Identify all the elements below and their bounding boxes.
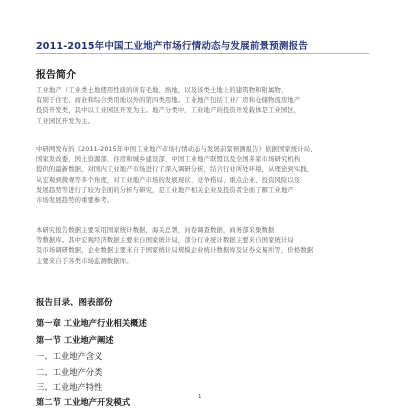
paragraph-line: 工业园区开发为主。 <box>36 117 95 125</box>
page-number: 1 <box>198 394 202 400</box>
toc-entry-section-1[interactable]: 第一节 工业地产阐述 <box>36 335 114 345</box>
paragraph-line: 等数据库。其中宏观经济数据主要来自国家统计局，部分行业统计数据主要来自国家统计局 <box>36 237 294 245</box>
paragraph-line: 从宏观到微观等多个角度，对工业地产市场的发展现状、竞争格局、重点企业、投资风险以及 <box>36 176 301 184</box>
paragraph-line: 工业地产（工业类土地使用性质的所有毛地、熟地，以及该类土地上的建筑物和附属物， <box>36 87 288 94</box>
toc-entry-item-2[interactable]: 二、工业地产分类 <box>36 367 103 377</box>
paragraph-line: 中研网发布的《2011-2015年中国工业地产市场行情动态与发展前景预测报告》依据国家统计局、 <box>36 146 317 153</box>
paragraph-line: 发展趋势等进行了较为全面的分析与研究，是工业地产相关企业及投资者全面了解工业地产 <box>36 186 294 194</box>
toc-entry-item-1[interactable]: 一、工业地产含义 <box>36 351 103 361</box>
toc-heading: 报告目录、图表部份 <box>36 298 113 308</box>
paragraph-line: 提供的最新数据，对国内工业地产市场进行了深入调研分析，结合行业所处环境，从理论到实践、 <box>36 166 314 174</box>
intro-paragraph-3 <box>36 226 369 288</box>
intro-paragraph-1 <box>36 86 369 138</box>
report-title: 2011-2015年中国工业地产市场行情动态与发展前景预测报告 <box>36 41 309 52</box>
toc-entry-chapter-1[interactable]: 第一章 工业地产行业相关概述 <box>36 318 147 328</box>
paragraph-line: 本研究报告数据主要采用国家统计数据，海关总署，问卷调查数据，商务部采集数据 <box>36 227 275 234</box>
paragraph-line: 市场发展趋势的重要参考。 <box>36 197 114 205</box>
intro-paragraph-2 <box>36 145 369 220</box>
title-divider <box>36 53 369 54</box>
paragraph-line: 主要来自于各类市场监测数据库。 <box>36 257 133 265</box>
paragraph-line: 及市场调研数据，企业数据主要来自于国家统计局规模企业统计数据库及证券交易所等，价格数据 <box>36 247 314 255</box>
paragraph-line: 国家发改委、国土资源部、住房和城乡建设部、中国工业地产联盟以及全国多家市场研究机构 <box>36 156 301 164</box>
toc-entry-item-3[interactable]: 三、工业地产特性 <box>36 382 103 392</box>
section-heading-intro: 报告简介 <box>36 70 76 81</box>
paragraph-line: 投资开发类，其中以工业园区开发为主。地产分类中，工业地产的投资开发载体是工业园区， <box>36 107 301 115</box>
toc-entry-section-2[interactable]: 第二节 工业地产开发模式 <box>36 397 131 407</box>
paragraph-line: 有别于住宅、商业和综合类用地以外的第四类用地。工业地产包括工业厂房和仓储物流房地产 <box>36 97 301 105</box>
